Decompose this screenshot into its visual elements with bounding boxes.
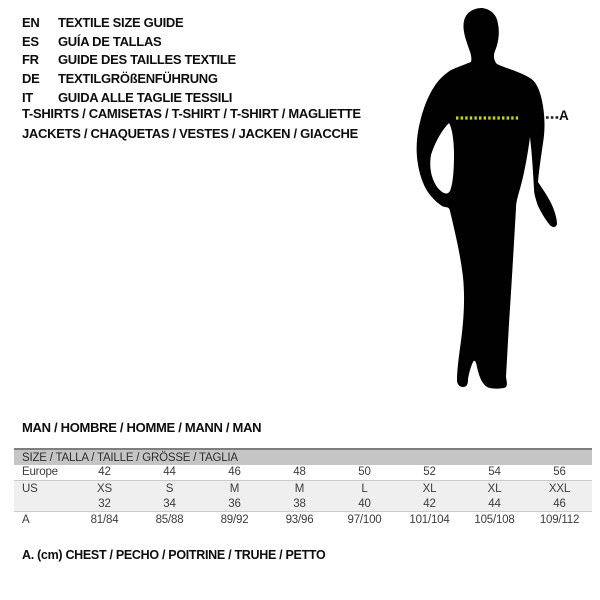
table-cell: XS <box>97 482 112 495</box>
table-cell: 56 <box>553 466 566 479</box>
row-label: US <box>22 482 38 495</box>
table-row-chest-a <box>14 512 592 528</box>
category-line-jackets: JACKETS / CHAQUETAS / VESTES / JACKEN / GIACCHE <box>22 125 358 141</box>
language-code: EN <box>22 14 40 30</box>
category-line-tshirts: T-SHIRTS / CAMISETAS / T-SHIRT / T-SHIRT / MAGLIETTE <box>22 106 361 121</box>
table-cell: 46 <box>228 466 241 479</box>
table-cell: 109/112 <box>539 514 580 527</box>
man-silhouette-path <box>417 8 557 389</box>
table-cell: M <box>294 482 305 495</box>
table-cell: 85/88 <box>155 514 184 527</box>
language-row-de <box>22 69 236 88</box>
man-silhouette-figure <box>405 5 570 395</box>
language-row-es <box>22 32 236 51</box>
category-lines <box>22 104 361 144</box>
table-cell: 50 <box>358 466 371 479</box>
language-text: TEXTILE SIZE GUIDE <box>58 14 184 30</box>
table-cell: 48 <box>293 466 306 479</box>
language-row-en <box>22 13 236 32</box>
row-label: A <box>22 514 30 527</box>
row-label: Europe <box>22 466 58 479</box>
table-cell: 81/84 <box>90 514 119 527</box>
table-cell: 34 <box>163 497 176 510</box>
table-row-us <box>14 481 592 497</box>
table-cell: 54 <box>488 466 501 479</box>
table-cell: 93/96 <box>285 514 314 527</box>
language-row-fr <box>22 50 236 69</box>
section-title-man: MAN / HOMBRE / HOMME / MANN / MAN <box>22 420 262 435</box>
table-cell: 40 <box>358 497 371 510</box>
size-table-header: SIZE / TALLA / TAILLE / GRÖSSE / TAGLIA <box>14 450 592 465</box>
table-cell: 89/92 <box>220 514 249 527</box>
table-cell: 105/108 <box>474 514 515 527</box>
language-text: TEXTILGRÖßENFÜHRUNG <box>58 70 218 86</box>
table-cell: 36 <box>228 497 241 510</box>
language-text: GUÍA DE TALLAS <box>58 33 162 49</box>
table-cell: 42 <box>98 466 111 479</box>
table-cell: 52 <box>423 466 436 479</box>
language-code: IT <box>22 89 33 105</box>
table-cell: 42 <box>423 497 436 510</box>
table-cell: 32 <box>98 497 111 510</box>
measurement-footnote: A. (cm) CHEST / PECHO / POITRINE / TRUHE / PETTO <box>22 548 326 562</box>
table-cell: XL <box>487 482 502 495</box>
table-cell: 38 <box>293 497 306 510</box>
measurement-label-a: A <box>559 108 569 123</box>
table-cell: 44 <box>488 497 501 510</box>
table-row-europe <box>14 465 592 481</box>
table-cell: M <box>229 482 240 495</box>
language-text: GUIDA ALLE TAGLIE TESSILI <box>58 89 233 105</box>
language-code: FR <box>22 52 39 68</box>
language-code: DE <box>22 70 40 86</box>
table-cell: 46 <box>553 497 566 510</box>
table-cell: 97/100 <box>347 514 382 527</box>
table-row-numeric <box>14 497 592 513</box>
table-cell: XXL <box>548 482 571 495</box>
size-table <box>14 448 592 528</box>
language-text: GUIDE DES TAILLES TEXTILE <box>58 52 236 68</box>
language-guide <box>22 13 236 106</box>
table-cell: XL <box>422 482 437 495</box>
table-cell: 44 <box>163 466 176 479</box>
table-cell: L <box>361 482 368 495</box>
man-silhouette-svg <box>405 5 570 395</box>
table-cell: 101/104 <box>409 514 450 527</box>
language-code: ES <box>22 33 39 49</box>
table-cell: S <box>165 482 174 495</box>
